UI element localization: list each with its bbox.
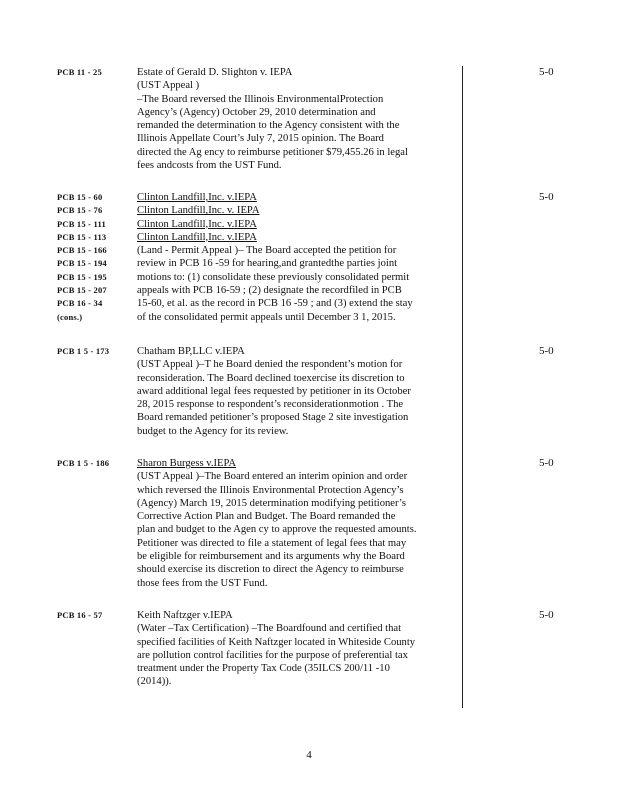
vote-tally: 5-0 bbox=[539, 457, 554, 469]
description-line: reconsideration. The Board declined toexercise its discretion to bbox=[137, 372, 405, 384]
description-line: should exercise its discretion to direct the Agency to reimburse bbox=[137, 564, 404, 576]
case-number: PCB 11 - 25 bbox=[57, 67, 102, 77]
description-line: (UST Appeal )–The Board entered an interim opinion and order bbox=[137, 471, 408, 483]
case-number: PCB 15 - 60 bbox=[57, 192, 103, 202]
vote-tally: 5-0 bbox=[539, 191, 554, 203]
case-number: PCB 15 - 113 bbox=[57, 231, 107, 242]
vote-tally: 5-0 bbox=[539, 609, 554, 621]
case-number: PCB 15 - 194 bbox=[57, 258, 107, 269]
description-line: –The Board reversed the Illinois EnvironmentalProtection bbox=[137, 93, 384, 105]
description-line: award additional legal fees requested by petitioner in its October bbox=[137, 385, 411, 397]
description-line: of the consolidated permit appeals until December 3 1, 2015. bbox=[137, 311, 396, 323]
column-divider bbox=[462, 66, 463, 708]
case-numbers bbox=[57, 609, 102, 622]
case-title: Clinton Landfill,Inc. v.IEPA bbox=[137, 192, 257, 203]
description-line: directed the Ag ency to reimburse petitioner $79,455.26 in legal bbox=[137, 146, 408, 158]
description-line: (2014)). bbox=[137, 676, 172, 688]
case-number: PCB 1 5 - 186 bbox=[57, 458, 110, 468]
description-line: Estate of Gerald D. Slighton v. IEPA bbox=[137, 67, 293, 78]
page-number: 4 bbox=[306, 749, 312, 761]
case-description bbox=[137, 191, 442, 324]
description-line: Illinois Appellate Court’s July 7, 2015 opinion. The Board bbox=[137, 133, 384, 145]
description-line: specified facilities of Keith Naftzger located in Whiteside County bbox=[137, 636, 416, 648]
description-line: fees andcosts from the UST Fund. bbox=[137, 160, 282, 172]
case-number: PCB 15 - 195 bbox=[57, 271, 107, 282]
description-line: treatment under the Property Tax Code (35ILCS 200/11 -10 bbox=[137, 663, 390, 675]
case-number: PCB 15 - 166 bbox=[57, 245, 107, 256]
description-line: 28, 2015 response to respondent’s reconsiderationmotion . The bbox=[137, 399, 404, 411]
case-numbers bbox=[57, 191, 107, 324]
case-number: PCB 15 - 111 bbox=[57, 218, 106, 229]
case-numbers bbox=[57, 457, 109, 470]
case-number: PCB 16 - 34 bbox=[57, 298, 103, 309]
description-line: (UST Appeal ) bbox=[137, 80, 200, 92]
description-line: appeals with PCB 16-59 ; (2) designate the recordfiled in PCB bbox=[137, 285, 402, 297]
description-line: Petitioner was directed to file a statement of legal fees that may bbox=[137, 537, 407, 549]
description-line: are pollution control facilities for the purpose of preferential tax bbox=[137, 649, 408, 661]
description-line: those fees from the UST Fund. bbox=[137, 577, 268, 589]
description-line: be eligible for reimbursement and its arguments why the Board bbox=[137, 551, 405, 563]
vote-tally: 5-0 bbox=[539, 345, 554, 357]
case-number: PCB 16 - 57 bbox=[57, 610, 103, 620]
case-title: Clinton Landfill,Inc. v.IEPA bbox=[137, 218, 257, 230]
description-line: (Water –Tax Certification) –The Boardfound and certified that bbox=[137, 623, 402, 635]
description-line: remanded the determination to the Agency consistent with the bbox=[137, 120, 400, 132]
case-description bbox=[137, 66, 442, 172]
description-line: motions to: (1) consolidate these previously consolidated permit bbox=[137, 271, 410, 283]
description-line: plan and budget to the Agen cy to approve the requested amounts. bbox=[137, 524, 417, 536]
case-description bbox=[137, 345, 442, 438]
description-line: (Land - Permit Appeal )– The Board accepted the petition for bbox=[137, 245, 397, 257]
description-line: Chatham BP,LLC v.IEPA bbox=[137, 346, 245, 357]
case-title: Clinton Landfill,Inc. v. IEPA bbox=[137, 205, 260, 217]
description-line: Board remanded petitioner’s proposed Stage 2 site investigation bbox=[137, 412, 409, 424]
case-number: (cons.) bbox=[57, 311, 83, 322]
case-number: PCB 15 - 207 bbox=[57, 285, 107, 296]
case-numbers bbox=[57, 66, 102, 79]
description-line: 15-60, et al. as the record in PCB 16 -59 ; and (3) extend the stay bbox=[137, 298, 413, 310]
description-line: Agency’s (Agency) October 29, 2010 determination and bbox=[137, 106, 376, 118]
description-line: budget to the Agency for its review. bbox=[137, 425, 289, 437]
description-line: review in PCB 16 -59 for hearing,and grantedthe parties joint bbox=[137, 258, 398, 270]
description-line: Corrective Action Plan and Budget. The Board remanded the bbox=[137, 511, 396, 523]
vote-tally: 5-0 bbox=[539, 66, 554, 78]
case-number: PCB 1 5 - 173 bbox=[57, 346, 110, 356]
description-line: which reversed the Illinois Environmental Protection Agency’s bbox=[137, 484, 404, 496]
case-description bbox=[137, 609, 442, 689]
description-line: (UST Appeal )–T he Board denied the respondent’s motion for bbox=[137, 359, 403, 371]
case-numbers bbox=[57, 345, 109, 358]
case-number: PCB 15 - 76 bbox=[57, 205, 103, 216]
description-line: Keith Naftzger v.IEPA bbox=[137, 610, 233, 621]
case-description bbox=[137, 457, 442, 590]
case-title: Sharon Burgess v.IEPA bbox=[137, 458, 237, 469]
description-line: (Agency) March 19, 2015 determination modifying petitioner’s bbox=[137, 497, 406, 509]
case-title: Clinton Landfill,Inc. v.IEPA bbox=[137, 231, 257, 243]
